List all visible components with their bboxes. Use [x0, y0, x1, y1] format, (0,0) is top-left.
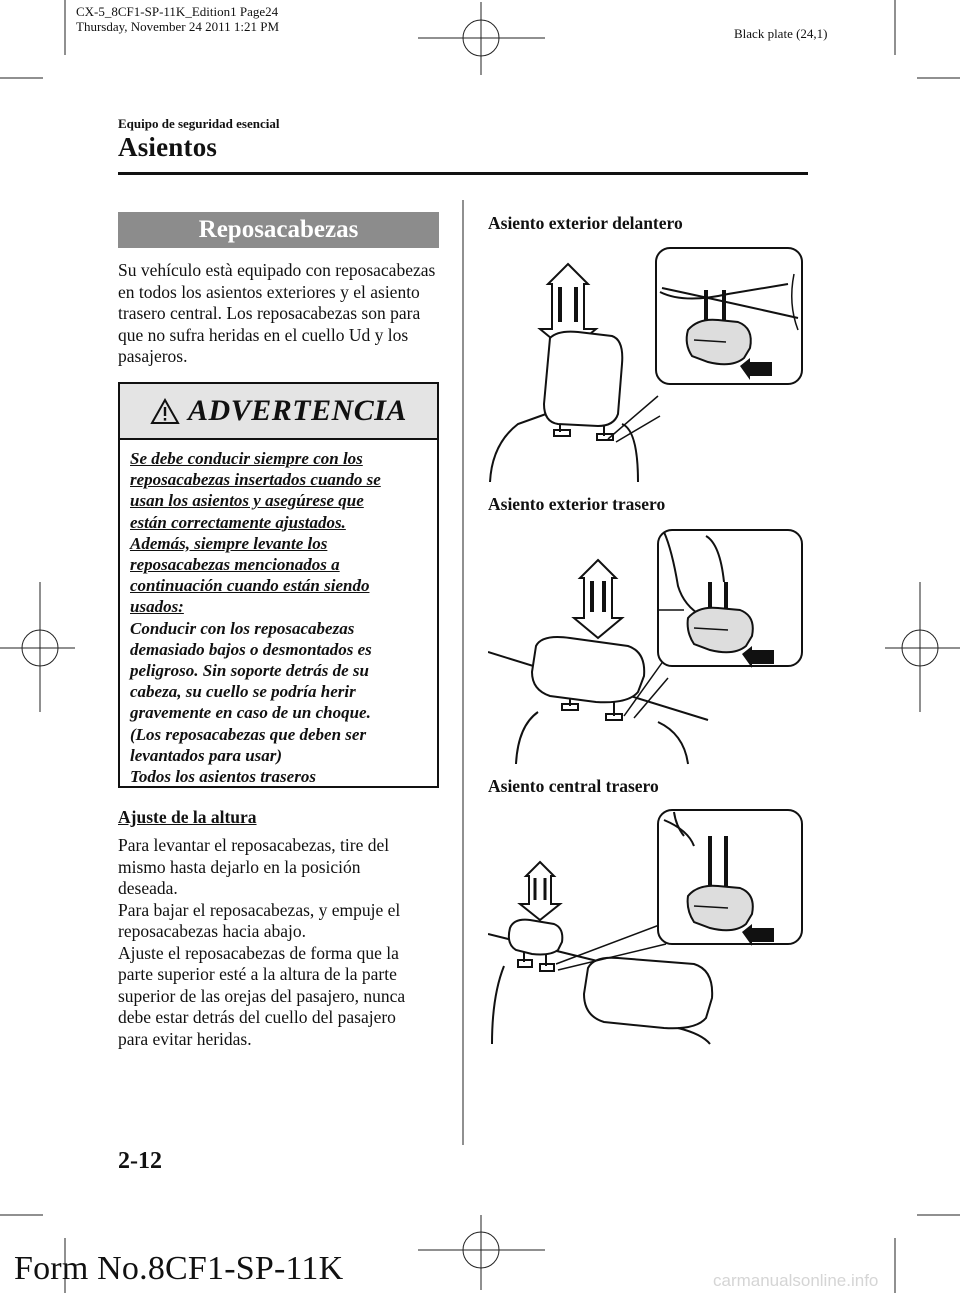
intro-paragraph: Su vehículo està equipado con reposacabezas en todos los asientos exteriores y el asiento trasero central. Los reposacabezas son para que no sufra heridas en el cuello Ud y los pasajeros.	[118, 260, 436, 366]
adjust-line: para evitar heridas.	[118, 1028, 252, 1049]
warning-header	[120, 384, 437, 440]
warning-triangle-icon	[150, 398, 180, 425]
warning-line: Se debe conducir siempre con los	[130, 449, 363, 468]
warning-body	[120, 440, 437, 787]
adjust-line: deseada.	[118, 878, 178, 898]
adjust-line: reposacabezas hacia abajo.	[118, 921, 307, 941]
warning-line: reposacabezas insertados cuando se	[130, 470, 381, 490]
warning-line: Todos los asientos traseros	[130, 767, 316, 787]
headrest-banner: Reposacabezas	[118, 212, 439, 248]
warning-line: cabeza, su cuello se podría herir	[130, 682, 356, 702]
adjust-line: mismo hasta dejarlo en la posición	[118, 856, 361, 877]
print-header-line1: CX-5_8CF1-SP-11K_Edition1 Page24	[76, 4, 279, 19]
rear-center-headrest-illustration	[488, 806, 808, 1046]
warning-line: continuación cuando están siendo	[130, 576, 370, 596]
figure-label-front-outer: Asiento exterior delantero	[488, 213, 683, 233]
warning-line: usan los asientos y asegúrese que	[130, 491, 364, 511]
title-rule	[118, 172, 808, 175]
section-title: Asientos	[118, 132, 218, 162]
print-header-info	[76, 4, 279, 34]
rear-outer-headrest-illustration	[488, 526, 808, 766]
front-outer-headrest-illustration	[488, 244, 808, 484]
plate-label: Black plate (24,1)	[734, 26, 828, 41]
warning-line: están correctamente ajustados.	[130, 512, 346, 532]
warning-box	[118, 382, 439, 788]
adjust-line: parte superior esté a la altura de la parte	[118, 964, 397, 984]
warning-line: Además, siempre levante los	[130, 533, 328, 553]
figure-label-rear-center: Asiento central trasero	[488, 776, 659, 796]
watermark: carmanualsonline.info	[713, 1271, 879, 1290]
adjust-heading: Ajuste de la altura	[118, 807, 257, 827]
warning-line: (Los reposacabezas que deben ser	[130, 724, 367, 744]
page-number: 2-12	[118, 1148, 162, 1174]
figure-label-rear-outer: Asiento exterior trasero	[488, 494, 666, 514]
warning-line: Conducir con los reposacabezas	[130, 618, 355, 638]
adjust-paragraph	[118, 835, 448, 1050]
print-header-line2: Thursday, November 24 2011 1:21 PM	[76, 19, 280, 34]
warning-line: usados:	[130, 597, 184, 617]
adjust-line: superior de las orejas del pasajero, nunca	[118, 985, 406, 1006]
adjust-line: Ajuste el reposacabezas de forma que la	[118, 942, 399, 963]
warning-line: peligroso. Sin soporte detrás de su	[130, 661, 369, 681]
adjust-line: Para levantar el reposacabezas, tire del	[118, 835, 390, 855]
section-subtitle: Equipo de seguridad esencial	[118, 116, 280, 131]
adjust-line: Para bajar el reposacabezas, y empuje el	[118, 899, 401, 920]
form-number: Form No.8CF1-SP-11K	[14, 1250, 344, 1287]
warning-line: reposacabezas mencionados a	[130, 555, 340, 575]
warning-line: gravemente en caso de un choque.	[130, 703, 371, 723]
adjust-line: debe estar detrás del cuello del pasajero	[118, 1007, 396, 1027]
warning-line: demasiado bajos o desmontados es	[130, 639, 372, 659]
warning-title: ADVERTENCIA	[188, 394, 407, 427]
warning-line: levantados para usar)	[130, 745, 283, 765]
